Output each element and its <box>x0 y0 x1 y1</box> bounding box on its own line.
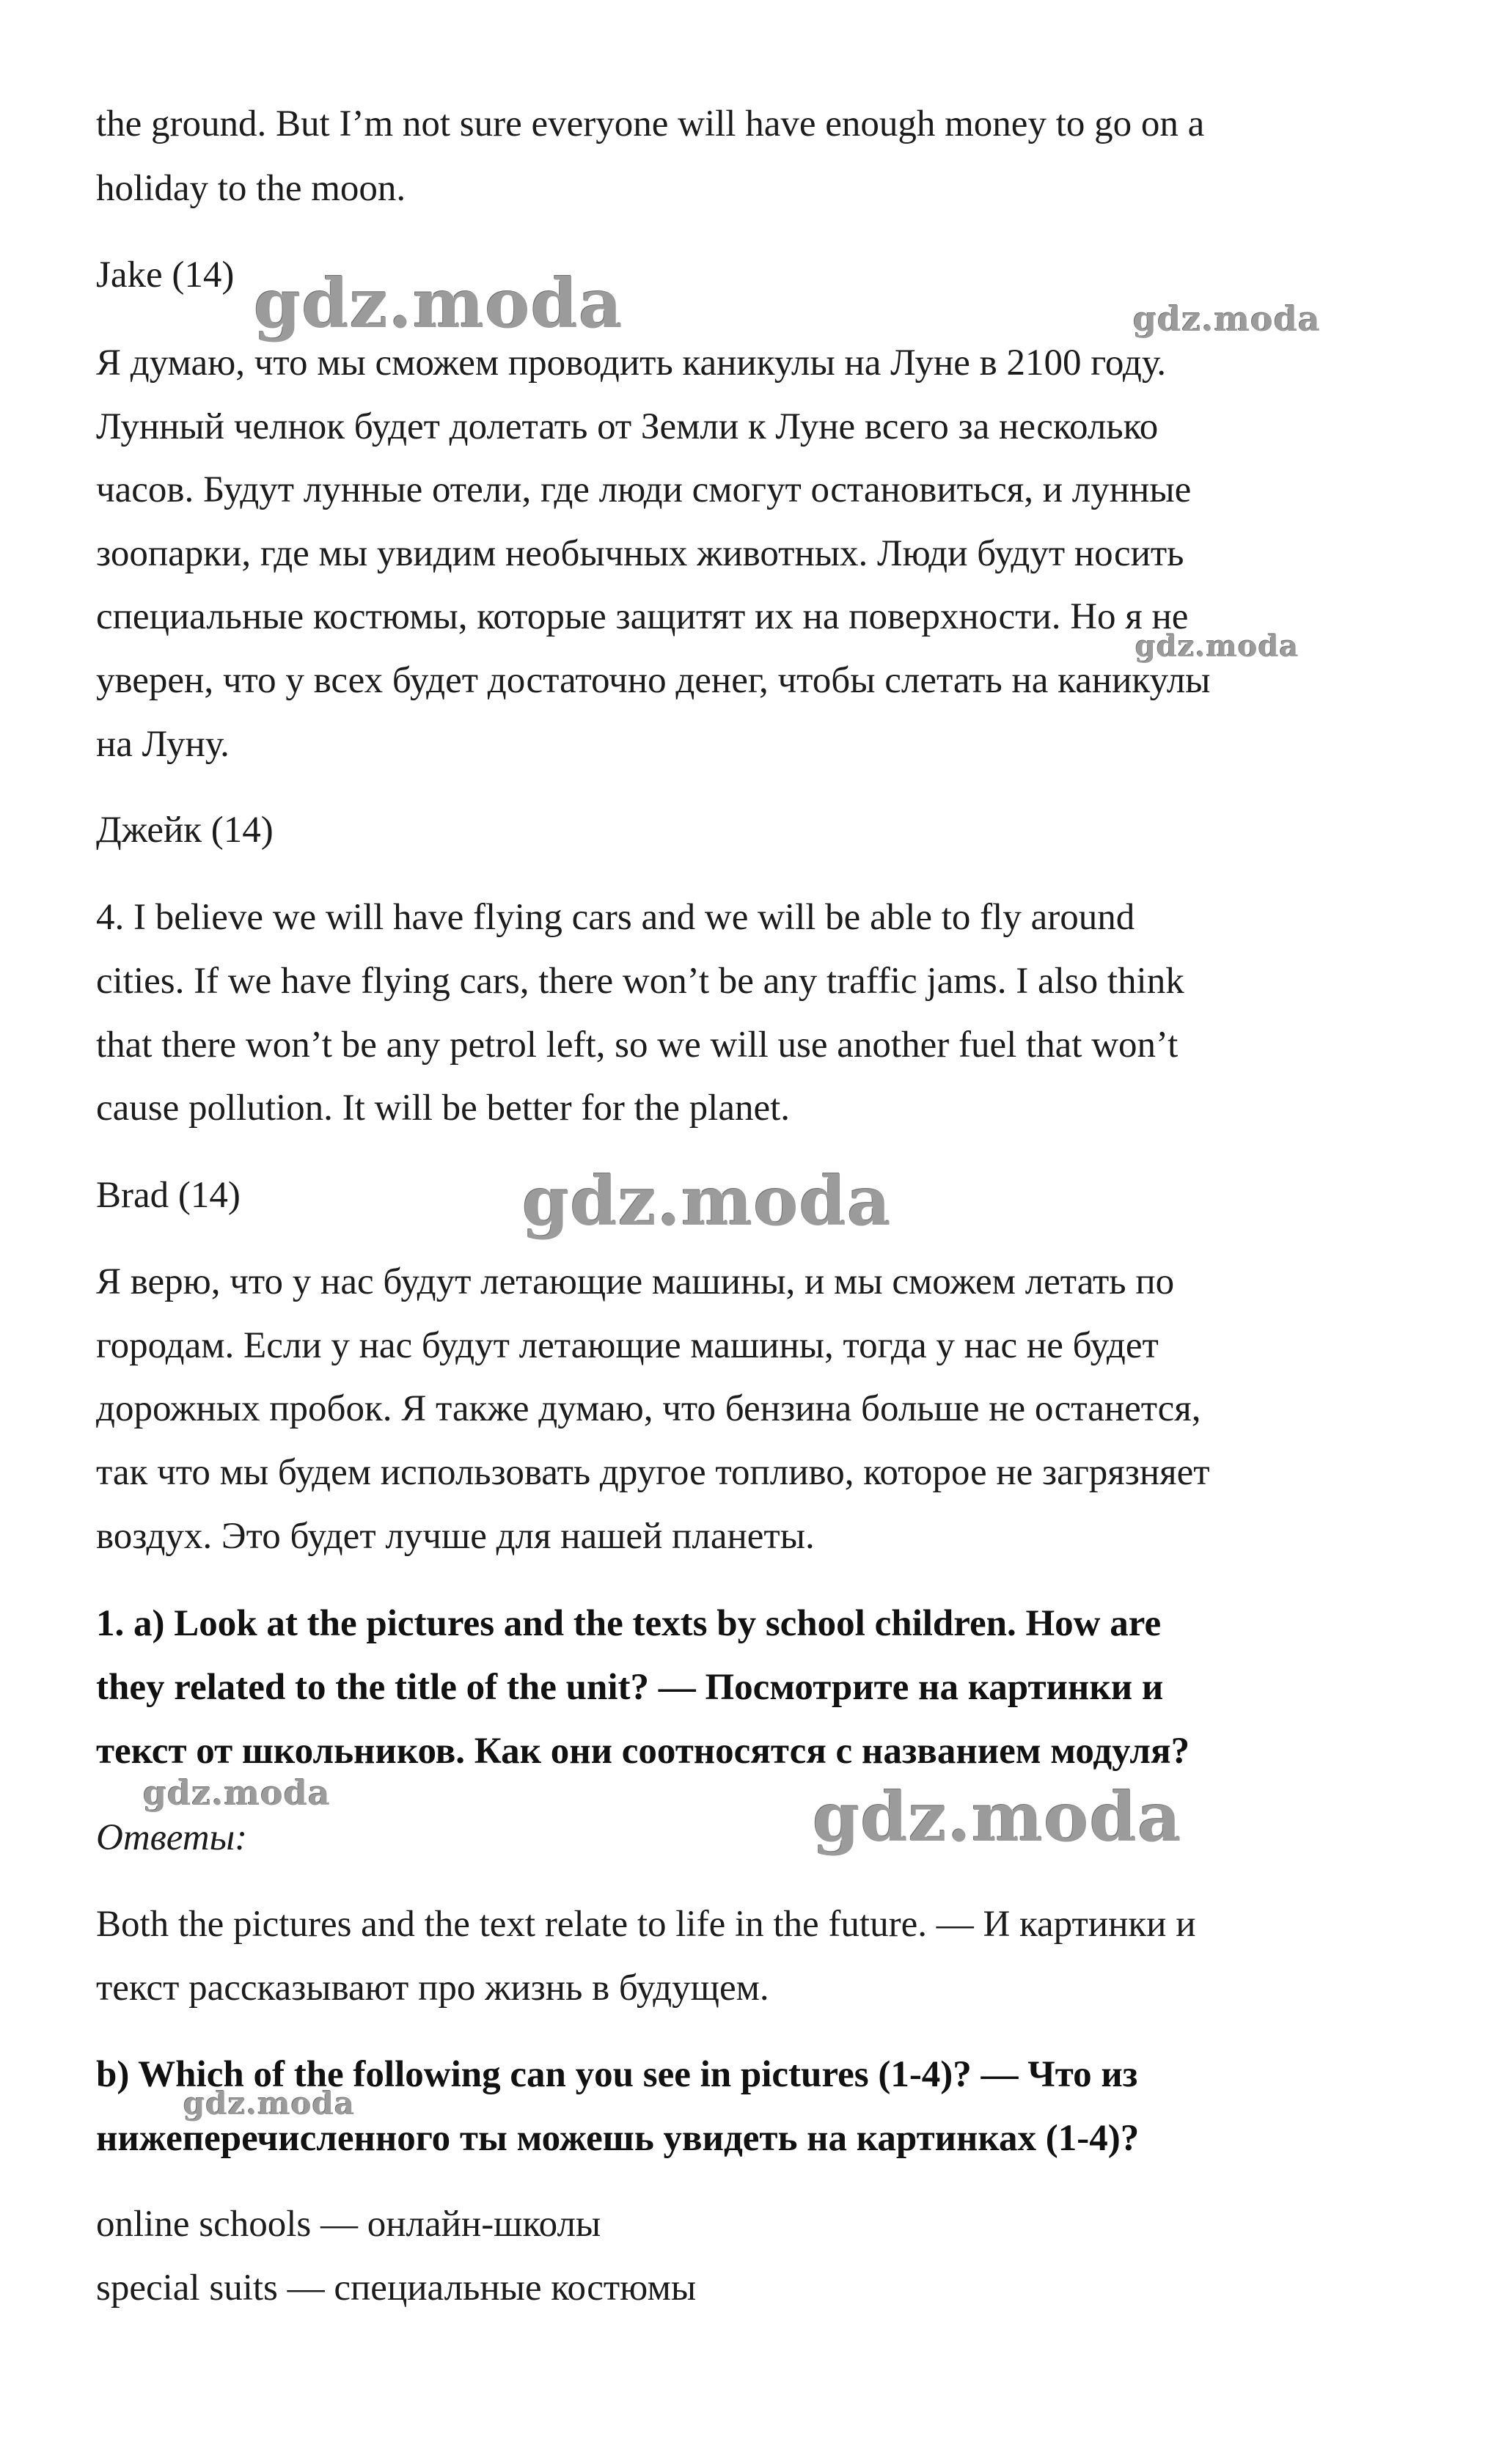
text-line: holiday to the moon. <box>96 168 406 209</box>
text-line: cities. If we have flying cars, there won’t be any traffic jams. I also think <box>96 961 1184 1002</box>
author-label: Brad (14) <box>96 1175 241 1216</box>
watermark-logo: gdz.moda <box>143 1773 331 1813</box>
text-line: Я верю, что у нас будут летающие машины, и мы сможем летать по <box>96 1261 1175 1302</box>
author-label: Джейк (14) <box>96 810 274 851</box>
watermark-logo: gdz.moda <box>522 1162 892 1241</box>
answer-line: текст рассказывают про жизнь в будущем. <box>96 1968 769 2009</box>
text-line: воздух. Это будет лучше для нашей планеты. <box>96 1516 815 1557</box>
exercise-heading: b) Which of the following can you see in pictures (1-4)? — Что из <box>96 2054 1138 2095</box>
list-item: special suits — специальные костюмы <box>96 2267 697 2309</box>
watermark-logo: gdz.moda <box>1135 629 1300 664</box>
text-line: специальные костюмы, которые защитят их на поверхности. Но я не <box>96 596 1189 637</box>
exercise-heading: текст от школьников. Как они соотносятся с названием модуля? <box>96 1731 1190 1772</box>
text-line: уверен, что у всех будет достаточно денег, чтобы слетать на каникулы <box>96 660 1211 701</box>
watermark-logo: gdz.moda <box>183 2086 356 2122</box>
text-line: 4. I believe we will have flying cars and we will be able to fly around <box>96 897 1135 938</box>
text-line: городам. Если у нас будут летающие машины, тогда у нас не будет <box>96 1325 1159 1366</box>
text-line: зоопарки, где мы увидим необычных животных. Люди будут носить <box>96 533 1184 574</box>
text-line: that there won’t be any petrol left, so we will use another fuel that won’t <box>96 1024 1179 1066</box>
author-label: Jake (14) <box>96 254 235 296</box>
text-line: cause pollution. It will be better for the planet. <box>96 1088 791 1129</box>
exercise-heading: 1. a) Look at the pictures and the texts by school children. How are <box>96 1603 1162 1644</box>
text-line: на Луну. <box>96 724 230 765</box>
watermark-logo: gdz.moda <box>254 264 623 343</box>
text-line: часов. Будут лунные отели, где люди смогут остановиться, и лунные <box>96 469 1192 510</box>
list-item: online schools — онлайн-школы <box>96 2204 601 2245</box>
text-line: the ground. But I’m not sure everyone will have enough money to go on a <box>96 103 1205 144</box>
watermark-logo: gdz.moda <box>1133 299 1321 339</box>
answers-label: Ответы: <box>96 1817 248 1858</box>
text-line: Я думаю, что мы сможем проводить каникулы на Луне в 2100 году. <box>96 342 1167 384</box>
watermark-logo: gdz.moda <box>813 1778 1182 1857</box>
answer-line: Both the pictures and the text relate to life in the future. — И картинки и <box>96 1904 1196 1945</box>
exercise-heading: нижеперечисленного ты можешь увидеть на картинках (1-4)? <box>96 2118 1140 2159</box>
text-line: дорожных пробок. Я также думаю, что бензина больше не останется, <box>96 1388 1201 1429</box>
exercise-heading: they related to the title of the unit? — Посмотрите на картинки и <box>96 1667 1164 1708</box>
text-line: Лунный челнок будет долетать от Земли к Луне всего за несколько <box>96 406 1159 447</box>
text-line: так что мы будем использовать другое топливо, которое не загрязняет <box>96 1452 1210 1493</box>
